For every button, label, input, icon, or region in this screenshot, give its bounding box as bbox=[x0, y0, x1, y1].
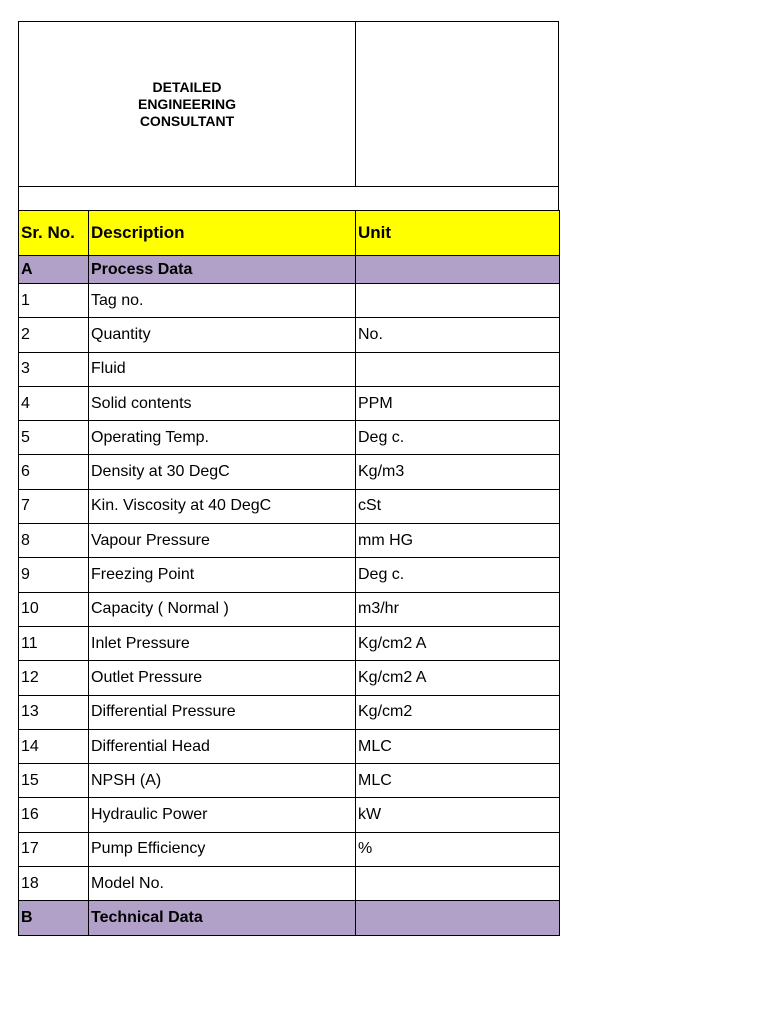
row-number: 1 bbox=[19, 284, 89, 318]
table-row bbox=[19, 592, 560, 626]
row-description: Capacity ( Normal ) bbox=[89, 592, 356, 626]
table-row bbox=[19, 524, 560, 558]
section-label: Process Data bbox=[89, 256, 356, 284]
row-unit bbox=[356, 352, 560, 386]
row-description: Fluid bbox=[89, 352, 356, 386]
row-description: Pump Efficiency bbox=[89, 832, 356, 866]
row-number: 11 bbox=[19, 626, 89, 660]
section-empty bbox=[356, 901, 560, 936]
row-description: Freezing Point bbox=[89, 558, 356, 592]
document-title: DETAILED ENGINEERING CONSULTANT bbox=[137, 78, 236, 129]
title-block bbox=[18, 21, 559, 187]
column-header-sr-no: Sr. No. bbox=[19, 211, 89, 256]
table-row bbox=[19, 386, 560, 420]
row-description: Solid contents bbox=[89, 386, 356, 420]
row-number: 15 bbox=[19, 764, 89, 798]
table-row bbox=[19, 626, 560, 660]
row-unit: Kg/m3 bbox=[356, 455, 560, 489]
row-description: Density at 30 DegC bbox=[89, 455, 356, 489]
row-unit: cSt bbox=[356, 489, 560, 523]
table-row bbox=[19, 352, 560, 386]
row-unit: Kg/cm2 A bbox=[356, 626, 560, 660]
table-row bbox=[19, 832, 560, 866]
row-description: Outlet Pressure bbox=[89, 661, 356, 695]
section-row-b bbox=[19, 901, 560, 936]
header-row bbox=[19, 211, 560, 256]
table-row bbox=[19, 661, 560, 695]
title-cell bbox=[19, 22, 356, 186]
row-description: Quantity bbox=[89, 318, 356, 352]
table-row bbox=[19, 867, 560, 901]
table-row bbox=[19, 798, 560, 832]
row-unit: Kg/cm2 bbox=[356, 695, 560, 729]
row-number: 17 bbox=[19, 832, 89, 866]
row-number: 12 bbox=[19, 661, 89, 695]
row-unit: MLC bbox=[356, 729, 560, 763]
table-row bbox=[19, 455, 560, 489]
column-header-description: Description bbox=[89, 211, 356, 256]
row-number: 16 bbox=[19, 798, 89, 832]
section-empty bbox=[356, 256, 560, 284]
row-number: 8 bbox=[19, 524, 89, 558]
row-unit: % bbox=[356, 832, 560, 866]
row-description: Model No. bbox=[89, 867, 356, 901]
table-row bbox=[19, 489, 560, 523]
row-number: 7 bbox=[19, 489, 89, 523]
table-row bbox=[19, 695, 560, 729]
table-row bbox=[19, 284, 560, 318]
row-unit: No. bbox=[356, 318, 560, 352]
row-description: Operating Temp. bbox=[89, 421, 356, 455]
section-label: Technical Data bbox=[89, 901, 356, 936]
column-header-unit: Unit bbox=[356, 211, 560, 256]
section-code: B bbox=[19, 901, 89, 936]
table-row bbox=[19, 764, 560, 798]
row-unit: MLC bbox=[356, 764, 560, 798]
row-number: 3 bbox=[19, 352, 89, 386]
row-description: Kin. Viscosity at 40 DegC bbox=[89, 489, 356, 523]
row-number: 9 bbox=[19, 558, 89, 592]
row-unit bbox=[356, 284, 560, 318]
row-unit: PPM bbox=[356, 386, 560, 420]
row-number: 6 bbox=[19, 455, 89, 489]
row-unit: Deg c. bbox=[356, 421, 560, 455]
row-unit bbox=[356, 867, 560, 901]
row-number: 14 bbox=[19, 729, 89, 763]
table-row bbox=[19, 318, 560, 352]
row-description: Tag no. bbox=[89, 284, 356, 318]
table-row bbox=[19, 421, 560, 455]
row-number: 5 bbox=[19, 421, 89, 455]
row-number: 4 bbox=[19, 386, 89, 420]
row-number: 18 bbox=[19, 867, 89, 901]
row-description: Vapour Pressure bbox=[89, 524, 356, 558]
row-number: 2 bbox=[19, 318, 89, 352]
spec-table bbox=[18, 210, 560, 936]
row-unit: kW bbox=[356, 798, 560, 832]
row-number: 13 bbox=[19, 695, 89, 729]
section-row-a bbox=[19, 256, 560, 284]
row-description: Differential Pressure bbox=[89, 695, 356, 729]
row-unit: Kg/cm2 A bbox=[356, 661, 560, 695]
table-row bbox=[19, 558, 560, 592]
row-description: NPSH (A) bbox=[89, 764, 356, 798]
row-description: Inlet Pressure bbox=[89, 626, 356, 660]
row-number: 10 bbox=[19, 592, 89, 626]
section-code: A bbox=[19, 256, 89, 284]
row-unit: m3/hr bbox=[356, 592, 560, 626]
spacer-row bbox=[18, 186, 559, 211]
row-unit: Deg c. bbox=[356, 558, 560, 592]
row-description: Hydraulic Power bbox=[89, 798, 356, 832]
row-unit: mm HG bbox=[356, 524, 560, 558]
table-row bbox=[19, 729, 560, 763]
row-description: Differential Head bbox=[89, 729, 356, 763]
